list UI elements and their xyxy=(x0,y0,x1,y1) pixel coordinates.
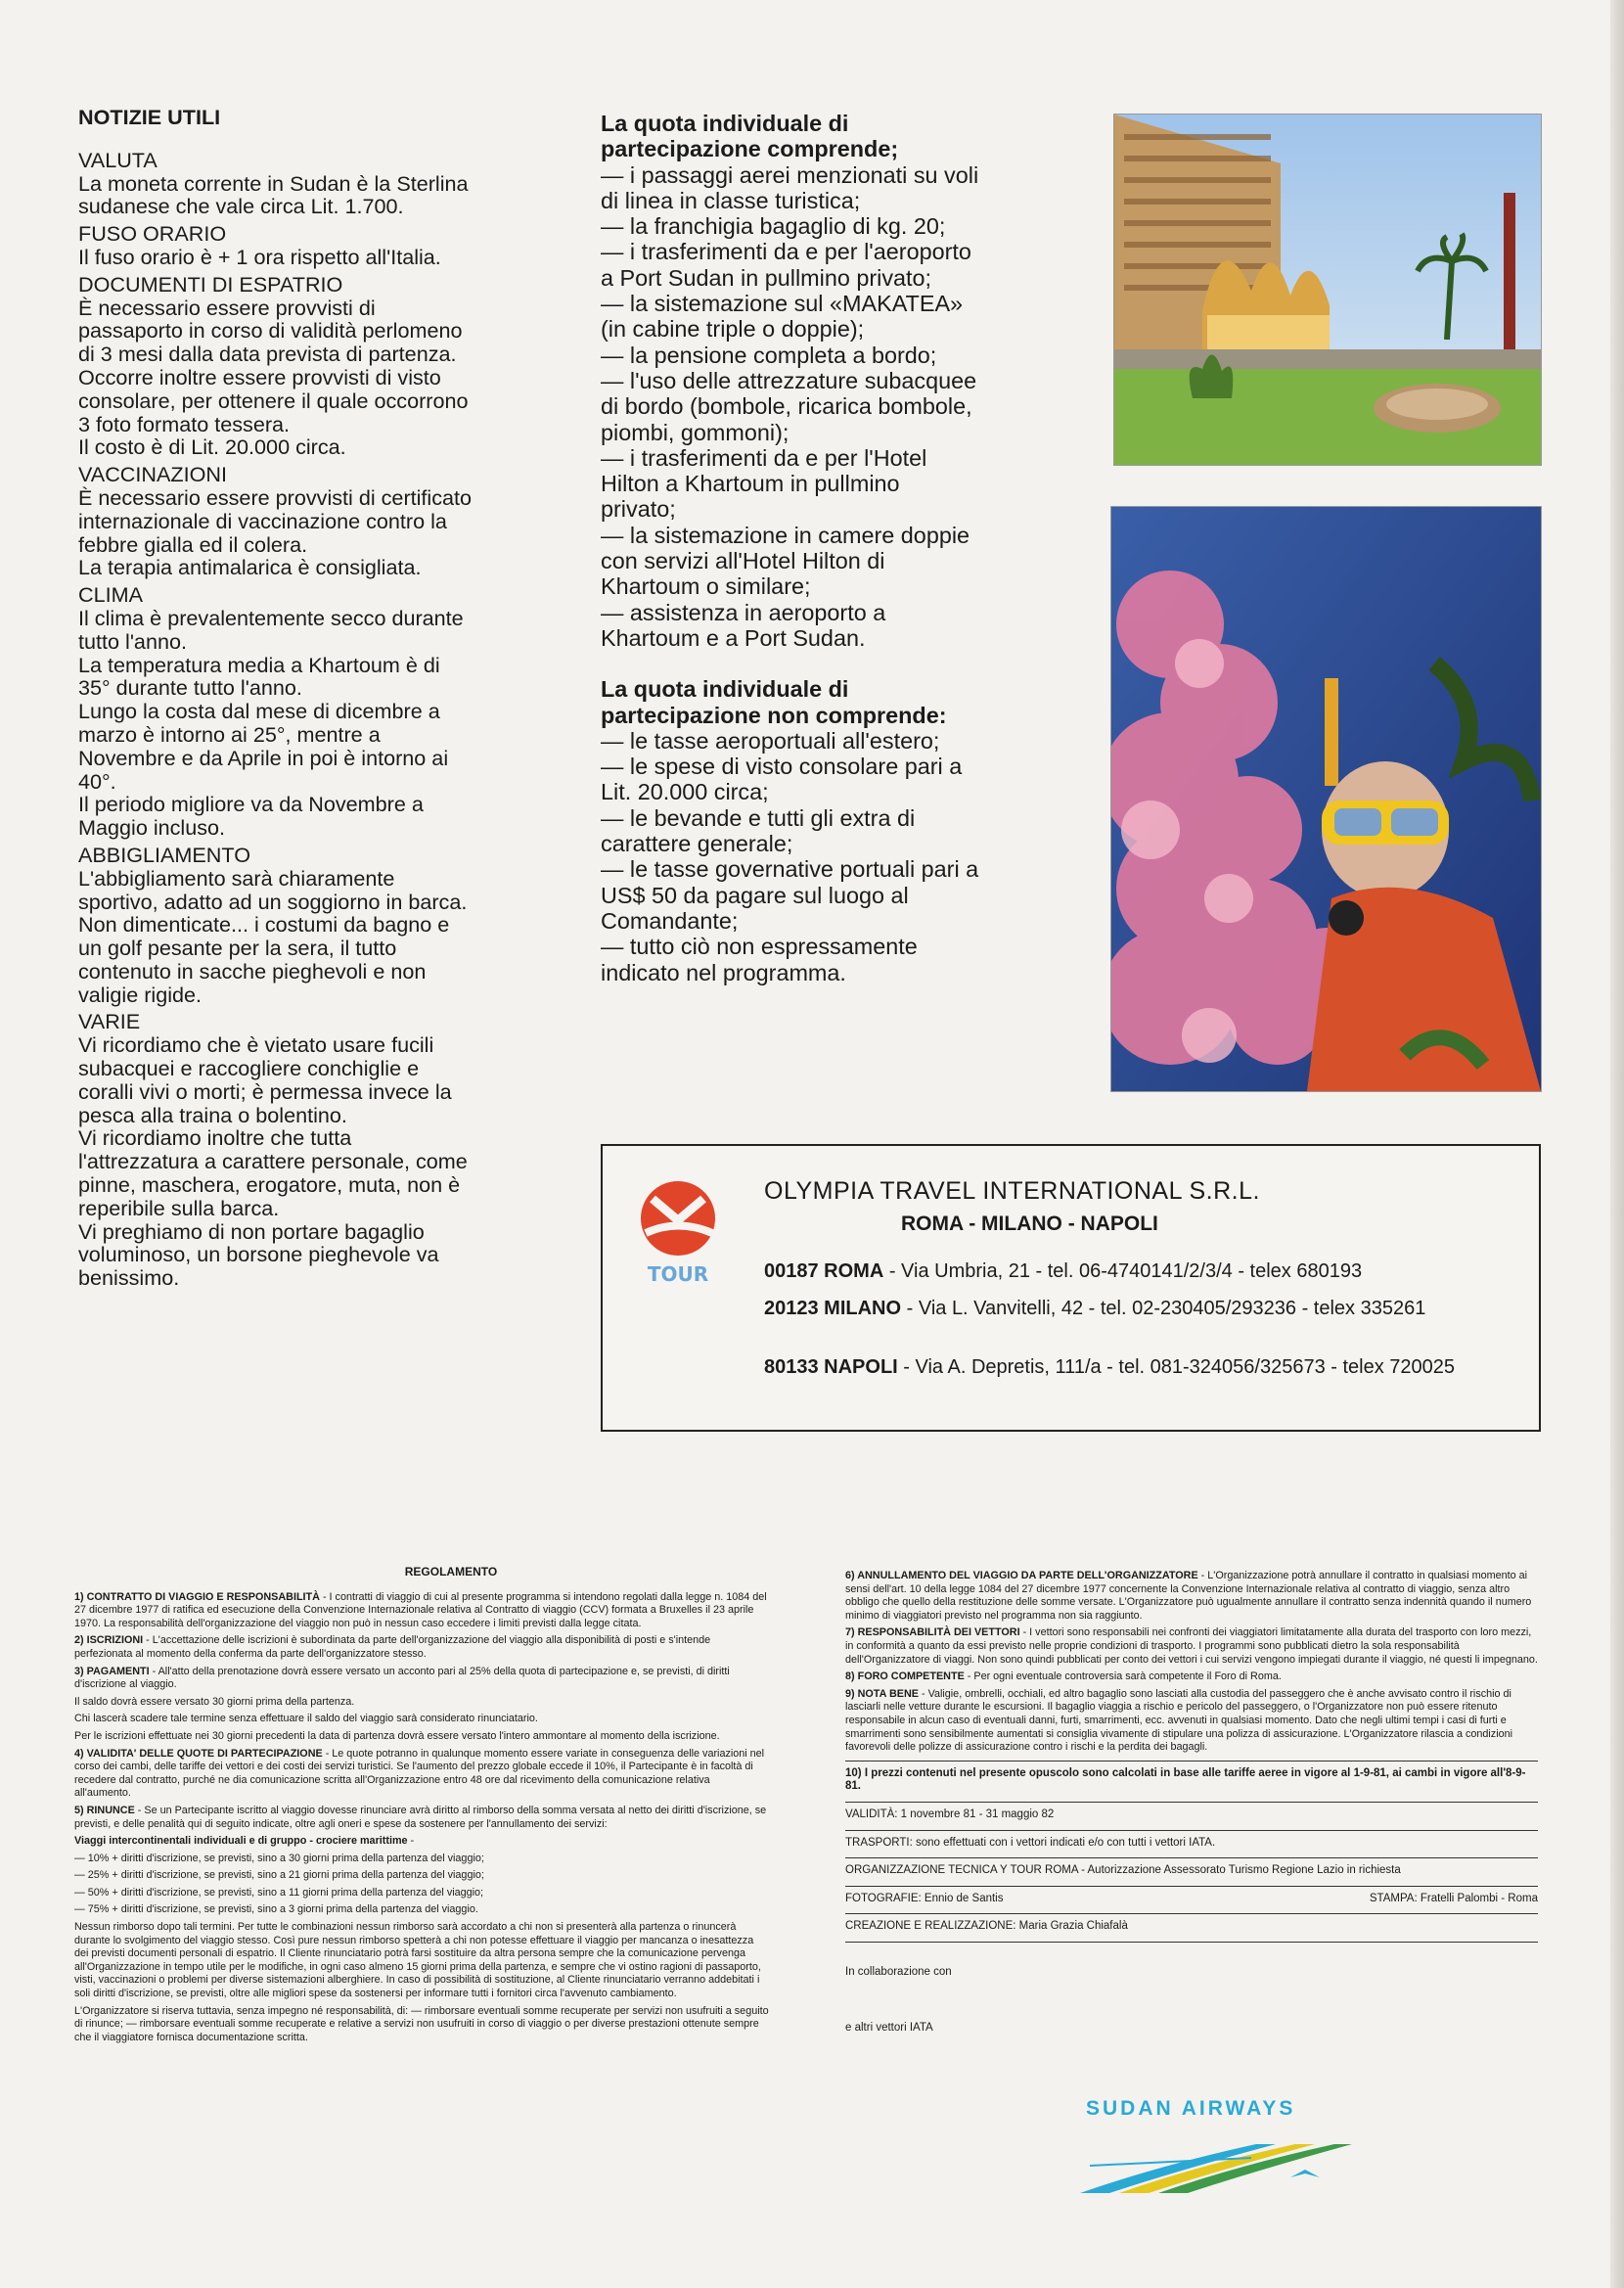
info-section-heading: FUSO ORARIO xyxy=(78,221,227,247)
regolamento-paragraph xyxy=(74,2005,769,2045)
excludes-line: — le tasse aeroportuali all'estero; xyxy=(601,727,940,754)
agency-name: OLYMPIA TRAVEL INTERNATIONAL S.R.L. xyxy=(764,1177,1260,1205)
paragraph-text: - All'atto della prenotazione dovrà essere versato un acconto pari al 25% della quota di partecipazione e, se previsti, di diritti d'iscrizione al viaggio. xyxy=(74,1665,730,1691)
info-section xyxy=(78,844,538,1007)
includes-line: a Port Sudan in pullmino privato; xyxy=(601,264,932,291)
info-line: La moneta corrente in Sudan è la Sterlina xyxy=(78,170,469,196)
paragraph-text: Il saldo dovrà essere versato 30 giorni prima della partenza. xyxy=(74,1695,355,1708)
info-section xyxy=(78,149,538,218)
includes-line: di bordo (bombole, ricarica bombole, xyxy=(601,393,972,420)
regolamento-paragraph xyxy=(74,1696,769,1710)
includes-line: di linea in classe turistica; xyxy=(601,187,861,213)
paragraph-lead: Viaggi intercontinentali individuali e di gruppo - crociere marittime xyxy=(74,1835,408,1848)
includes-line: Hilton a Khartoum in pullmino xyxy=(601,471,900,497)
info-line: La temperatura media a Khartoum è di xyxy=(78,652,440,677)
excludes-line: — le tasse governative portuali pari a xyxy=(601,856,979,883)
includes-line: piombi, gommoni); xyxy=(601,419,789,445)
info-line: pesca alla traina o bolentino. xyxy=(78,1102,347,1127)
credits-line xyxy=(845,1887,1538,1915)
info-line: consolare, per ottenere il quale occorrono xyxy=(78,388,469,413)
address-roma xyxy=(764,1259,1488,1283)
info-line: Il clima è prevalentemente secco durante xyxy=(78,605,464,630)
info-section-heading: ABBIGLIAMENTO xyxy=(78,842,250,867)
hotel-photo xyxy=(1113,114,1542,466)
includes-line: privato; xyxy=(601,496,676,523)
excludes-block xyxy=(601,676,1070,985)
info-line: voluminoso, un borsone pieghevole va xyxy=(78,1242,439,1267)
regolamento-right xyxy=(845,1570,1538,2043)
info-line: pinne, maschera, erogatore, muta, non è xyxy=(78,1172,461,1198)
paragraph-lead: 5) RINUNCE xyxy=(74,1804,135,1816)
creazione-line: CREAZIONE E REALIZZAZIONE: Maria Grazia Chiafalà xyxy=(845,1914,1538,1943)
excludes-heading-2: partecipazione non comprende: xyxy=(601,702,947,728)
info-line: Il costo è di Lit. 20.000 circa. xyxy=(78,435,346,460)
info-line: 3 foto formato tessera. xyxy=(78,411,291,436)
info-line: Novembre e da Aprile in poi è intorno ai xyxy=(78,745,449,770)
paragraph-lead: 2) ISCRIZIONI xyxy=(74,1634,144,1647)
info-line: contenuto in sacche pieghevoli e non xyxy=(78,958,427,984)
paragraph-lead: 1) CONTRATTO DI VIAGGIO E RESPONSABILITÀ xyxy=(74,1590,320,1603)
info-line: Vi ricordiamo che è vietato usare fucili xyxy=(78,1032,434,1058)
excludes-line: — tutto ciò non espressamente xyxy=(601,934,918,960)
address-city: 80133 NAPOLI xyxy=(764,1356,898,1378)
svg-text:TOUR: TOUR xyxy=(647,1262,709,1286)
info-line: internazionale di vaccinazione contro la xyxy=(78,508,447,533)
useful-info-column xyxy=(78,106,538,1294)
info-line: benissimo. xyxy=(78,1265,180,1291)
info-line: Il periodo migliore va da Novembre a xyxy=(78,792,424,817)
paragraph-lead: 4) VALIDITA' DELLE QUOTE DI PARTECIPAZIONE xyxy=(74,1747,323,1760)
info-line: Vi ricordiamo inoltre che tutta xyxy=(78,1125,352,1151)
page-edge xyxy=(1610,0,1624,2288)
paragraph-text: Nessun rimborso dopo tali termini. Per tutte le combinazioni nessun rimborso sarà accordato a chi non si presenterà alla partenza o rinuncerà durante lo svolgimento del viaggio stesso. Così pure nessun rimborso spetterà a chi non potesse effettuare il viaggio per mancanza o inesattezza dei previsti documenti personali di espatrio. Il Cliente rinunciatario potrà farsi sostituire da altra persona sempre che la comunicazione pervenga all'Organizzazione in tempo utile per le modifiche, in ogni caso almeno 15 giorni prima della partenza, e sempre che vi ostino ragioni di passaporto, visti, vaccinazioni o problemi per diverse sistemazioni alberghiere. In caso di possibilità di sostituzione, al Cliente rinunciatario verranno addebitati i soli diritti d'iscrizione, se previsti, oltre alle migliori spese da sostenersi per informare tutti i fornitori circa l'avvenuto cambiamento. xyxy=(74,1921,761,2000)
includes-line: con servizi all'Hotel Hilton di xyxy=(601,548,885,574)
excludes-line: carattere generale; xyxy=(601,831,793,857)
excludes-line: indicato nel programma. xyxy=(601,959,846,985)
regolamento-paragraph xyxy=(74,1634,769,1661)
paragraph-text: - Per ogni eventuale controversia sarà competente il Foro di Roma. xyxy=(964,1670,1282,1683)
excludes-line: Lit. 20.000 circa; xyxy=(601,779,769,805)
info-line: Non dimenticate... i costumi da bagno e xyxy=(78,912,450,938)
trasporti-line: TRASPORTI: sono effettuati con i vettori indicati e/o con tutti i vettori IATA. xyxy=(845,1831,1538,1859)
regolamento-left xyxy=(74,1566,769,2048)
includes-line: — i passaggi aerei menzionati su voli xyxy=(601,161,979,188)
info-section xyxy=(78,1010,538,1290)
info-line: sportivo, adatto ad un soggiorno in barca. xyxy=(78,889,468,914)
address-details: - Via A. Depretis, 111/a - tel. 081-324056/325673 - telex 720025 xyxy=(897,1356,1456,1378)
includes-line: — la sistemazione sul «MAKATEA» xyxy=(601,291,964,317)
includes-line: — la pensione completa a bordo; xyxy=(601,342,937,368)
regolamento-paragraph xyxy=(845,1670,1538,1684)
info-section xyxy=(78,463,538,579)
paragraph-lead: 3) PAGAMENTI xyxy=(74,1665,150,1677)
regolamento-paragraph xyxy=(74,1730,769,1744)
regolamento-paragraph xyxy=(74,1835,769,1849)
regolamento-paragraph xyxy=(845,1626,1538,1667)
includes-line: — la sistemazione in camere doppie xyxy=(601,522,970,548)
address-napoli xyxy=(764,1355,1488,1379)
info-section-heading: CLIMA xyxy=(78,582,143,608)
regolamento-paragraph xyxy=(74,1748,769,1801)
paragraph-text: - L'Organizzazione potrà annullare il contratto in qualsiasi momento ai sensi dell'art. 10 della legge 1084 del 27 dicembre 1977 concernente la Convenzione Internazionale relativa al contratto di viaggio, senza altro obbligo che quello della restituzione delle somme versate. L'Organizzatore può ugualmente annullare il contratto senza indennità quando il numero minimo di viaggiatori previsto nel programma non sia raggiunto. xyxy=(845,1570,1532,1622)
regolamento-right-paragraphs xyxy=(845,1570,1538,1755)
regolamento-paragraph xyxy=(74,1887,769,1900)
olympia-tour-logo xyxy=(638,1179,718,1287)
info-section xyxy=(78,583,538,840)
info-line: passaporto in corso di validità perlomeno xyxy=(78,318,463,343)
info-line: marzo è intorno ai 25°, mentre a xyxy=(78,721,381,747)
stampa-credit: STAMPA: Fratelli Palombi - Roma xyxy=(1369,1892,1538,1904)
paragraph-text: Chi lascerà scadere tale termine senza effettuare il saldo del viaggio sarà considerato rinunciatario. xyxy=(74,1713,538,1725)
agency-cities: ROMA - MILANO - NAPOLI xyxy=(901,1213,1158,1235)
paragraph-text: - xyxy=(407,1835,415,1848)
regolamento-paragraph xyxy=(74,1713,769,1726)
regolamento-paragraph xyxy=(74,1921,769,2001)
prices-note: 10) I prezzi contenuti nel presente opuscolo sono calcolati in base alle tariffe aeree in vigore al 1-9-81, ai cambi in vigore all'8-9-81. xyxy=(845,1762,1538,1803)
paragraph-text: Per le iscrizioni effettuate nei 30 giorni precedenti la data di partenza dovrà essere versato l'intero ammontare al momento della iscrizione. xyxy=(74,1729,720,1742)
paragraph-lead: 9) NOTA BENE xyxy=(845,1687,919,1700)
includes-line: — i trasferimenti da e per l'aeroporto xyxy=(601,239,971,265)
excludes-line: — le bevande e tutti gli extra di xyxy=(601,804,916,831)
includes-line: (in cabine triple o doppie); xyxy=(601,316,865,343)
regolamento-paragraph xyxy=(74,1869,769,1883)
info-line: subacquei e raccogliere conchiglie e xyxy=(78,1056,420,1081)
sudan-airways-name: SUDAN AIRWAYS xyxy=(1086,2097,1296,2120)
excludes-line: Comandante; xyxy=(601,907,739,934)
info-line: Occorre inoltre essere provvisti di visto xyxy=(78,364,441,389)
address-milano xyxy=(764,1297,1488,1320)
regolamento-paragraph xyxy=(74,1853,769,1866)
useful-info-sections xyxy=(78,149,538,1290)
paragraph-text: L'Organizzatore si riserva tuttavia, senza impegno né responsabilità, di: — rimborsare eventuali somme recuperate per servizi non usufruiti a seguito di rinunce; — rimborsare eventuali somme recuperate e relative a servizi non usufruiti in corso di viaggio o per diverse prestazioni ottenute sempre che il viaggiatore fornisca documentazione scritta. xyxy=(74,2004,769,2043)
fotografie-credit: FOTOGRAFIE: Ennio de Santis xyxy=(845,1892,1004,1904)
regolamento-paragraph xyxy=(845,1570,1538,1623)
paragraph-text: - Se un Partecipante iscritto al viaggio dovesse rinunciare avrà diritto al rimborso della somma versata al netto dei diritti d'iscrizione, se previsti, e delle penalità qui di seguito indicate, oltre agli oneri e spese da sostenere per l'annullamento dei servizi: xyxy=(74,1804,767,1830)
includes-heading-2: partecipazione comprende; xyxy=(601,136,899,162)
info-section xyxy=(78,222,538,269)
info-line: di 3 mesi dalla data prevista di partenza. xyxy=(78,342,457,367)
address-details: - Via L. Vanvitelli, 42 - tel. 02-230405/293236 - telex 335261 xyxy=(901,1298,1426,1319)
paragraph-text: — 10% + diritti d'iscrizione, se previsti, sino a 30 giorni prima della partenza del viaggio; xyxy=(74,1852,484,1864)
address-city: 00187 ROMA xyxy=(764,1260,884,1282)
excludes-line: — le spese di visto consolare pari a xyxy=(601,754,963,780)
includes-line: — l'uso delle attrezzature subacquee xyxy=(601,367,977,393)
excludes-heading-1: La quota individuale di xyxy=(601,676,849,703)
info-section-heading: VALUTA xyxy=(78,147,158,172)
regolamento-paragraph xyxy=(74,1666,769,1692)
address-details: - Via Umbria, 21 - tel. 06-4740141/2/3/4 - telex 680193 xyxy=(883,1260,1363,1282)
regolamento-left-paragraphs xyxy=(74,1591,769,2045)
regolamento-paragraph xyxy=(74,1805,769,1831)
regolamento-paragraph xyxy=(74,1591,769,1631)
paragraph-text: - Le quote potranno in qualunque momento essere variate in conseguenza delle variazioni nel corso dei cambi, delle tariffe dei vettori e dei costi dei servizi turistici. Se l'aumento del prezzo globale eccede il 10%, il Partecipante è in facoltà di recedere dal contratto, purché ne dia comunicazione scritta all'Organizzazione entro 48 ore dal ricevimento della comunicazione relativa all'aumento. xyxy=(74,1747,765,1800)
info-line: È necessario essere provvisti di xyxy=(78,295,376,320)
paragraph-lead: 8) FORO COMPETENTE xyxy=(845,1670,965,1683)
info-line: Vi preghiamo di non portare bagaglio xyxy=(78,1218,425,1244)
regolamento-paragraph xyxy=(845,1688,1538,1755)
organizzazione-line: ORGANIZZAZIONE TECNICA Y TOUR ROMA - Autorizzazione Assessorato Turismo Regione Lazio in richiesta xyxy=(845,1858,1538,1887)
address-city: 20123 MILANO xyxy=(764,1298,902,1319)
includes-line: Khartoum o similare; xyxy=(601,573,811,600)
paragraph-text: — 25% + diritti d'iscrizione, se previsti, sino a 21 giorni prima della partenza del viaggio; xyxy=(74,1869,484,1882)
excludes-list xyxy=(601,728,1070,985)
info-line: sudanese che vale circa Lit. 1.700. xyxy=(78,194,404,219)
paragraph-text: - Valigie, ombrelli, occhiali, ed altro bagaglio sono lasciati alla custodia del passeggero che è anche avvisato contro il rischio di lasciarli nelle vetture durante le escursioni. Il bagaglio viaggia a rischio e pericolo del passeggero, o l'Organizzatore non può essere ritenuto responsabile in alcun caso di eventuali danni, furti, smarrimenti, ecc. avvenuti in qualsiasi momento. Dato che negli ultimi tempi i casi di furti e smarrimenti sono sensibilmente aumentati si consiglia vivamente di stipulare una polizza di assicurazione. L'Organizzatore rilascia a condizioni favorevoli delle polizze di assicurazione contro i rischi e la perdita dei bagagli. xyxy=(845,1687,1512,1754)
quota-column xyxy=(601,111,1070,985)
info-line: La terapia antimalarica è consigliata. xyxy=(78,555,422,580)
info-line: È necessario essere provvisti di certificato xyxy=(78,484,473,510)
paragraph-text: - L'accettazione delle iscrizioni è subordinata da parte dell'organizzazione del viaggio alla disponibilità di posti e s'intende perfezionata al momento della conferma da parte dell'organizzatore stesso. xyxy=(74,1634,711,1660)
info-section-heading: VARIE xyxy=(78,1009,141,1034)
info-line: reperibile sulla barca. xyxy=(78,1195,280,1220)
includes-line: Khartoum e a Port Sudan. xyxy=(601,624,866,651)
info-line: valigie rigide. xyxy=(78,982,203,1007)
includes-line: — la franchigia bagaglio di kg. 20; xyxy=(601,213,946,240)
info-line: 40°. xyxy=(78,768,116,794)
paragraph-text: - I vettori sono responsabili nei confronti dei viaggiatori limitatamente alla durata del trasporto con loro mezzi, in conformità a quanto da essi previsto nelle proprie condizioni di trasporto. I programmi sono pubblicati dietro la sola responsabilità dell'Organizzatore di viaggi. Non sono quindi pubblicati per conto dei vettori i cui servizi vengono impiegati durante il viaggio, né questi li impegnano. xyxy=(845,1626,1538,1666)
info-line: Maggio incluso. xyxy=(78,815,226,841)
includes-line: — i trasferimenti da e per l'Hotel xyxy=(601,444,927,471)
altri-vettori-line: e altri vettori IATA xyxy=(845,2022,933,2035)
info-line: coralli vivi o morti; è permessa invece la xyxy=(78,1078,452,1104)
paragraph-lead: 7) RESPONSABILITÀ DEI VETTORI xyxy=(845,1626,1020,1639)
diver-photo xyxy=(1110,506,1542,1092)
info-section-heading: DOCUMENTI DI ESPATRIO xyxy=(78,271,343,297)
info-line: tutto l'anno. xyxy=(78,628,187,654)
includes-block xyxy=(601,111,1070,651)
info-line: Lungo la costa dal mese di dicembre a xyxy=(78,699,440,724)
paragraph-text: - I contratti di viaggio di cui al presente programma si intendono regolati dalla legge n. 1084 del 27 dicembre 1977 di ratifica ed esecuzione della Convenzione Internazionale relativa al Contratto di viaggio (CCV) formata a Bruxelles il 23 aprile 1970. La responsabilità dell'organizzazione del viaggio non può in nessun caso eccedere i limiti previsti dalla legge citata. xyxy=(74,1590,767,1629)
excludes-line: US$ 50 da pagare sul luogo al xyxy=(601,882,909,908)
info-line: l'attrezzatura a carattere personale, come xyxy=(78,1149,468,1174)
info-line: 35° durante tutto l'anno. xyxy=(78,675,302,701)
agency-box xyxy=(601,1144,1541,1432)
info-line: febbre gialla ed il colera. xyxy=(78,531,308,557)
info-section xyxy=(78,273,538,459)
info-line: Il fuso orario è + 1 ora rispetto all'Italia. xyxy=(78,244,441,269)
paragraph-text: — 50% + diritti d'iscrizione, se previsti, sino a 11 giorni prima della partenza del viaggio; xyxy=(74,1886,484,1899)
paragraph-text: — 75% + diritti d'iscrizione, se previsti, sino a 3 giorni prima della partenza del viaggio. xyxy=(74,1903,478,1916)
regolamento-title: REGOLAMENTO xyxy=(404,1565,498,1579)
includes-heading-1: La quota individuale di xyxy=(601,111,849,136)
includes-line: — assistenza in aeroporto a xyxy=(601,599,886,625)
info-line: un golf pesante per la sera, il tutto xyxy=(78,936,397,961)
info-line: L'abbigliamento sarà chiaramente xyxy=(78,865,395,891)
collaborazione-line: In collaborazione con xyxy=(845,1965,952,1978)
validita-line: VALIDITÀ: 1 novembre 81 - 31 maggio 82 xyxy=(845,1803,1538,1831)
includes-list xyxy=(601,162,1070,652)
sudan-airways-logo xyxy=(1080,2136,1354,2197)
paragraph-lead: 6) ANNULLAMENTO DEL VIAGGIO DA PARTE DELL'ORGANIZZATORE xyxy=(845,1570,1198,1581)
useful-info-title: NOTIZIE UTILI xyxy=(78,105,221,129)
info-section-heading: VACCINAZIONI xyxy=(78,462,227,487)
regolamento-paragraph xyxy=(74,1903,769,1917)
